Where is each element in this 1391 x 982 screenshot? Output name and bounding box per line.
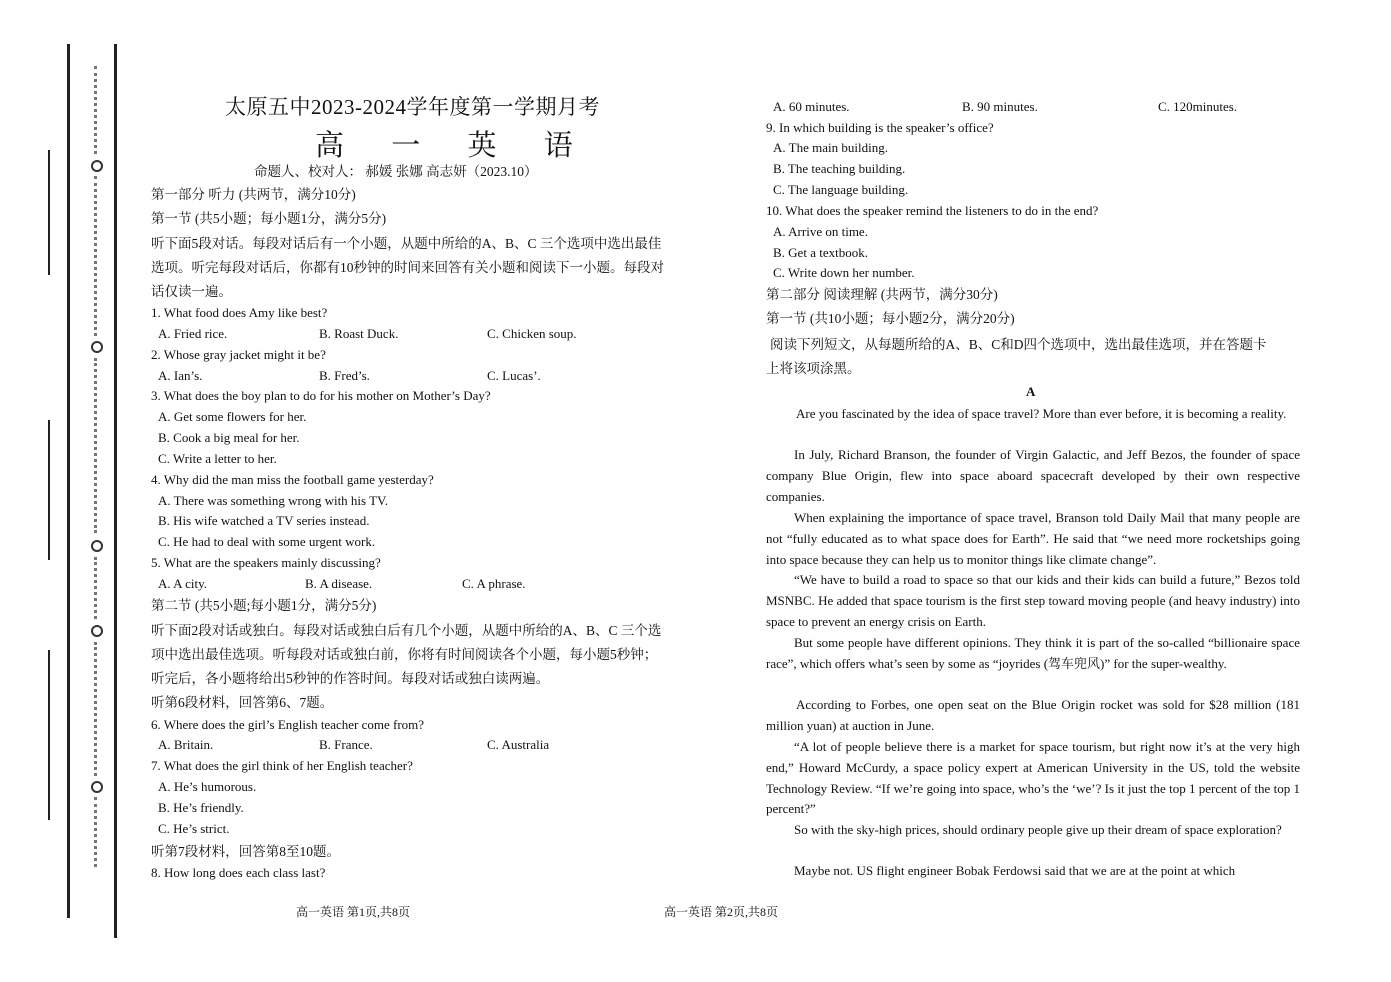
passage-paragraph: In July, Richard Branson, the founder of Virgin Galactic, and Jeff Bezos, the founder of space company Blue Origin, flew into space aboard spacecraft developed by their own respective companies. — [766, 447, 1300, 504]
option-b: B. Cook a big meal for her. — [158, 430, 300, 445]
instructions-line: 选项。听完每段对话后，你都有10秒钟的时间来回答有关小题和阅读下一小题。每段对 — [151, 260, 664, 275]
material-note: 听第6段材料，回答第6、7题。 — [151, 695, 334, 710]
part1-section1-heading: 第一节 (共5小题；每小题1分，满分5分) — [151, 211, 387, 226]
option-c: C. A phrase. — [462, 576, 526, 591]
option-c: C. He’s strict. — [158, 821, 230, 836]
authors-line: 命题人、校对人： 郝媛 张娜 高志妍（2023.10） — [254, 164, 538, 179]
option-a: A. Arrive on time. — [773, 224, 868, 239]
option-c: C. Chicken soup. — [487, 326, 577, 341]
binding-hole-icon — [91, 781, 103, 793]
option-a: A. He’s humorous. — [158, 779, 257, 794]
binding-line — [48, 650, 50, 820]
option-c: C. The language building. — [773, 182, 909, 197]
part1-heading: 第一部分 听力 (共两节，满分10分) — [151, 187, 356, 202]
option-c: C. Lucas’. — [487, 368, 541, 383]
question-stem: 9. In which building is the speaker’s office? — [766, 120, 994, 135]
binding-dots — [94, 557, 101, 619]
material-note: 听第7段材料，回答第8至10题。 — [151, 844, 340, 859]
option-b: B. The teaching building. — [773, 161, 906, 176]
instructions-line: 听下面2段对话或独白。每段对话或独白后有几个小题，从题中所给的A、B、C 三个选 — [151, 623, 662, 638]
question-stem: 4. Why did the man miss the football game yesterday? — [151, 472, 434, 487]
binding-dots — [94, 642, 101, 776]
binding-dots — [94, 358, 101, 533]
binding-hole-icon — [91, 625, 103, 637]
binding-dots — [94, 66, 101, 154]
instructions-line: 项中选出最佳选项。听每段对话或独白前，你将有时间阅读各个小题，每小题5秒钟； — [151, 647, 658, 662]
binding-margin — [0, 0, 130, 982]
option-c: C. Write down her number. — [773, 265, 915, 280]
option-a: A. Britain. — [158, 737, 214, 752]
option-b: B. France. — [319, 737, 373, 752]
question-stem: 8. How long does each class last? — [151, 865, 326, 880]
option-a: A. Ian’s. — [158, 368, 203, 383]
option-c: C. 120minutes. — [1158, 99, 1238, 114]
question-stem: 1. What food does Amy like best? — [151, 305, 328, 320]
binding-hole-icon — [91, 160, 103, 172]
question-stem: 7. What does the girl think of her English teacher? — [151, 758, 413, 773]
passage-paragraph: “We have to build a road to space so that our kids and their kids can build a future,” Bezos told MSNBC. He added that space tourism is the first step toward moving people (and heavy industry) into space to prevent an energy crisis on Earth. — [766, 572, 1300, 629]
option-a: A. A city. — [158, 576, 207, 591]
binding-dots — [94, 176, 101, 336]
option-b: B. 90 minutes. — [962, 99, 1038, 114]
passage-paragraph: Maybe not. US flight engineer Bobak Ferdowsi said that we are at the point at which — [794, 863, 1236, 878]
binding-line — [67, 44, 70, 918]
option-a: A. The main building. — [773, 140, 888, 155]
instructions-line: 话仅读一遍。 — [151, 284, 232, 299]
option-b: B. A disease. — [305, 576, 373, 591]
passage-paragraph: “A lot of people believe there is a market for space tourism, but right now it’s at the very high end,” Howard McCurdy, a space policy expert at American University in the US, told the website Technology Review. “If we’re going into space, who’s the ‘we’? Is it just the top 1 percent of the top 1 percent?” — [766, 739, 1300, 817]
part2-section1-heading: 第一节 (共10小题；每小题2分，满分20分) — [766, 311, 1015, 326]
instructions-line: 上将该项涂黑。 — [766, 361, 861, 376]
instructions-line: 听完后，各小题将给出5秒钟的作答时间。每段对话或独白读两遍。 — [151, 671, 550, 686]
option-a: A. Get some flowers for her. — [158, 409, 307, 424]
passage-paragraph: When explaining the importance of space travel, Branson told Daily Mail that many people are not “fully educated as to what space does for Earth”. He said that “we need more rocketships going into space because they can help us to monitor things like climate change”. — [766, 510, 1300, 567]
option-b: B. His wife watched a TV series instead. — [158, 513, 370, 528]
option-b: B. Roast Duck. — [319, 326, 399, 341]
option-b: B. He’s friendly. — [158, 800, 244, 815]
binding-line — [48, 150, 50, 275]
question-stem: 6. Where does the girl’s English teacher come from? — [151, 717, 425, 732]
question-stem: 3. What does the boy plan to do for his mother on Mother’s Day? — [151, 388, 491, 403]
passage-paragraph: So with the sky-high prices, should ordinary people give up their dream of space exploration? — [794, 822, 1282, 837]
binding-hole-icon — [91, 540, 103, 552]
exam-title: 太原五中2023-2024学年度第一学期月考 — [225, 95, 600, 119]
passage-paragraph: Are you fascinated by the idea of space travel? More than ever before, it is becoming a reality. — [796, 406, 1287, 421]
option-a: A. 60 minutes. — [773, 99, 850, 114]
passage-paragraph: But some people have different opinions. They think it is part of the so-called “billionaire space race”, which offers what’s seen by some as “joyrides (驾车兜风)” for the super-wealthy. — [766, 635, 1300, 671]
binding-line — [114, 44, 117, 938]
option-c: C. Write a letter to her. — [158, 451, 277, 466]
part1-section2-heading: 第二节 (共5小题;每小题1分，满分5分) — [151, 598, 377, 613]
option-c: C. Australia — [487, 737, 550, 752]
subject-title: 高 一 英 语 — [315, 130, 593, 162]
question-stem: 5. What are the speakers mainly discussing? — [151, 555, 381, 570]
binding-line — [48, 420, 50, 560]
question-stem: 10. What does the speaker remind the listeners to do in the end? — [766, 203, 1099, 218]
binding-dots — [94, 797, 101, 867]
instructions-line: 听下面5段对话。每段对话后有一个小题，从题中所给的A、B、C 三个选项中选出最佳 — [151, 236, 662, 251]
question-stem: 2. Whose gray jacket might it be? — [151, 347, 326, 362]
page-footer: 高一英语 第1页,共8页 — [296, 905, 411, 919]
binding-hole-icon — [91, 341, 103, 353]
page-footer: 高一英语 第2页,共8页 — [664, 905, 779, 919]
option-b: B. Fred’s. — [319, 368, 370, 383]
option-a: A. There was something wrong with his TV. — [158, 493, 389, 508]
part2-heading: 第二部分 阅读理解 (共两节，满分30分) — [766, 287, 998, 302]
option-b: B. Get a textbook. — [773, 245, 868, 260]
passage-paragraph: According to Forbes, one open seat on the Blue Origin rocket was sold for $28 million (181 million yuan) at auction in June. — [766, 697, 1300, 733]
option-c: C. He had to deal with some urgent work. — [158, 534, 376, 549]
option-a: A. Fried rice. — [158, 326, 228, 341]
passage-letter: A — [1026, 384, 1036, 399]
instructions-line: 阅读下列短文，从每题所给的A、B、C和D四个选项中，选出最佳选项，并在答题卡 — [770, 337, 1267, 352]
